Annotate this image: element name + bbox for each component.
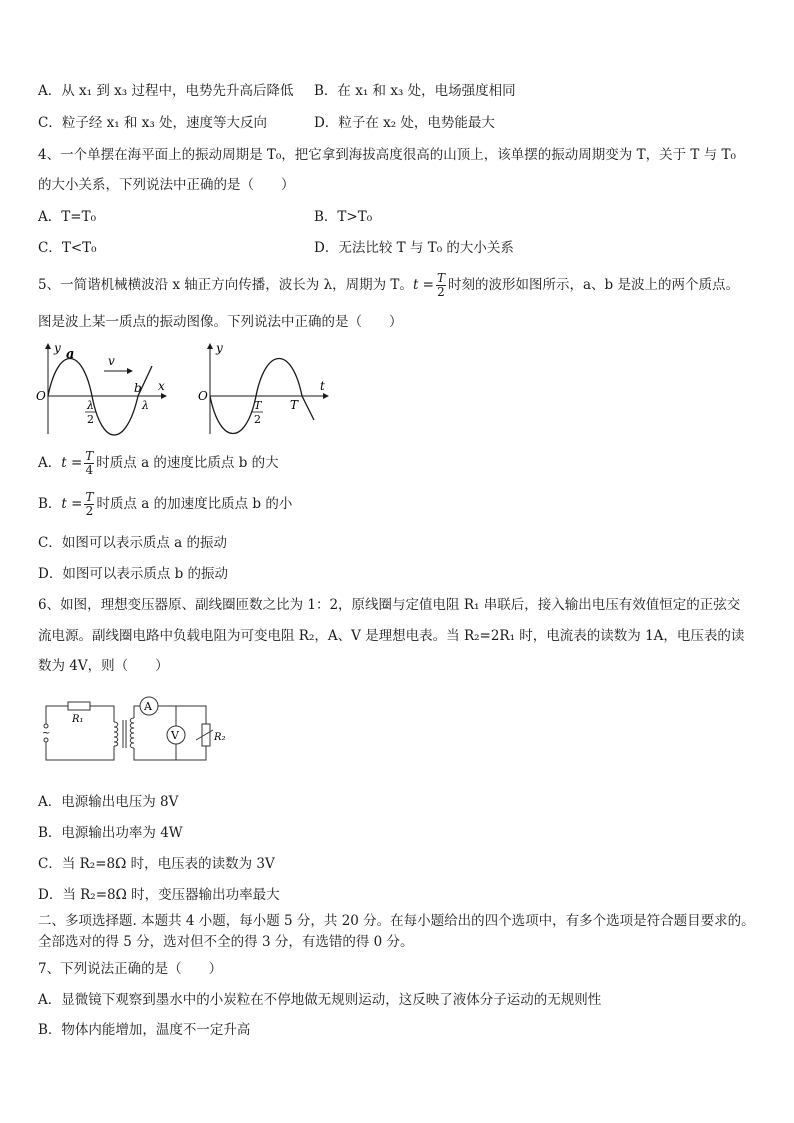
origin-label: O xyxy=(198,389,208,403)
q6-option-c: C．当 R₂=8Ω 时，电压表的读数为 3V xyxy=(38,856,275,872)
lambda-label: λ xyxy=(142,399,149,412)
q5-stem-post: 时刻的波形如图所示，a、b 是波上的两个质点。 xyxy=(447,277,739,293)
q7-stem: 7、下列说法正确的是（ ） xyxy=(38,961,223,977)
q3-option-c: C．粒子经 x₁ 和 x₃ 处，速度等大反向 xyxy=(38,115,268,131)
y-label: y xyxy=(54,341,61,355)
section2-line1: 二、多项选择题. 本题共 4 小题，每小题 5 分，共 20 分。在每小题给出的四个选项中，有多个选项是符合题目要求的。 xyxy=(38,913,755,929)
velocity-label: v xyxy=(108,354,115,368)
q7-option-b: B．物体内能增加，温度不一定升高 xyxy=(38,1022,251,1038)
q5-option-b-text: 时质点 a 的加速度比质点 b 的小 xyxy=(96,496,293,512)
q4-option-b: B．T>T₀ xyxy=(314,209,373,225)
q5-option-b-prefix: B． xyxy=(38,496,62,512)
y-label: y xyxy=(216,341,223,355)
q6-stem-line3: 数为 4V，则（ ） xyxy=(38,658,169,674)
q3-option-a: A．从 x₁ 到 x₃ 过程中，电势先升高后降低 xyxy=(38,83,294,99)
q4-option-a: A．T=T₀ xyxy=(38,209,96,225)
point-b-label: b xyxy=(134,381,142,395)
frac-numerator: T xyxy=(85,449,94,463)
t-half-den: 2 xyxy=(254,413,261,426)
section2-line2: 全部选对的得 5 分，选对但不全的得 3 分，有选错的得 0 分。 xyxy=(38,934,414,950)
q5-wave-figure xyxy=(34,338,174,438)
lambda-half-den: 2 xyxy=(87,413,94,426)
q7-option-a: A．显微镜下观察到墨水中的小炭粒在不停地做无规则运动，这反映了液体分子运动的无规则性 xyxy=(38,992,602,1008)
q4-option-c: C．T<T₀ xyxy=(38,240,97,256)
r2-variable-resistor xyxy=(202,724,210,746)
voltmeter-label: V xyxy=(171,729,179,742)
r1-label: R₁ xyxy=(72,714,84,725)
q5-stem-pre: 5、一简谐机械横波沿 x 轴正方向传播，波长为 λ，周期为 T。 xyxy=(38,277,413,293)
q5-option-b xyxy=(38,489,292,519)
q5-option-a-prefix: A． xyxy=(38,455,62,471)
x-label: x xyxy=(158,379,165,393)
q5-frac-t-half-b xyxy=(84,491,94,518)
lambda-half-num: λ xyxy=(87,399,94,412)
q6-circuit-diagram xyxy=(38,694,238,770)
q5-option-a xyxy=(38,448,279,478)
period-label: T xyxy=(290,398,299,412)
q4-stem-line2: 的大小关系，下列说法中正确的是（ ） xyxy=(38,177,295,193)
t-half-num: T xyxy=(254,399,262,412)
point-a-label: a xyxy=(66,347,75,362)
q5-frac-t-half xyxy=(436,272,446,299)
ac-source-label: ~ xyxy=(42,728,51,739)
q5-vibration-figure xyxy=(196,338,336,438)
q5-stem-line2: 图是波上某一质点的振动图像。下列说法中正确的是（ ） xyxy=(38,314,403,330)
q6-stem-line1: 6、如图，理想变压器原、副线圈匝数之比为 1：2，原线圈与定值电阻 R₁ 串联后，接入输出电压有效值恒定的正弦交 xyxy=(38,597,741,613)
q5-frac-t-quarter xyxy=(84,450,94,477)
q5-t-eq: t = xyxy=(412,277,434,293)
q5-b-t-eq: t = xyxy=(61,496,83,512)
q5-stem-line1 xyxy=(38,270,739,300)
r1-resistor xyxy=(68,702,90,710)
q5-option-c: C．如图可以表示质点 a 的振动 xyxy=(38,535,227,551)
q4-option-d: D．无法比较 T 与 T₀ 的大小关系 xyxy=(314,240,514,256)
q6-option-a: A．电源输出电压为 8V xyxy=(38,794,179,810)
q5-a-t-eq: t = xyxy=(61,455,83,471)
frac-denominator: 2 xyxy=(437,285,445,299)
q6-stem-line2: 流电源。副线圈电路中负载电阻为可变电阻 R₂，A、V 是理想电表。当 R₂=2R₁ 时，电流表的读数为 1A，电压表的读 xyxy=(38,628,745,644)
q5-option-a-text: 时质点 a 的速度比质点 b 的大 xyxy=(96,455,279,471)
frac-numerator: T xyxy=(85,490,94,504)
frac-denominator: 4 xyxy=(85,463,94,477)
q3-option-b: B．在 x₁ 和 x₃ 处，电场强度相同 xyxy=(314,83,516,99)
wave-curve xyxy=(48,359,152,436)
primary-coil xyxy=(114,722,118,746)
t-label: t xyxy=(320,379,325,393)
q3-option-d: D．粒子在 x₂ 处，电势能最大 xyxy=(314,115,495,131)
q5-option-d: D．如图可以表示质点 b 的振动 xyxy=(38,566,229,582)
r2-label: R₂ xyxy=(214,732,226,743)
ammeter-label: A xyxy=(144,700,152,713)
frac-numerator: T xyxy=(436,271,445,285)
q6-option-b: B．电源输出功率为 4W xyxy=(38,825,183,841)
secondary-coil xyxy=(130,718,134,748)
frac-denominator: 2 xyxy=(85,504,94,518)
q4-stem-line1: 4、一个单摆在海平面上的振动周期是 T₀，把它拿到海拔高度很高的山顶上，该单摆的振动周期变为 T，关于 T 与 T₀ xyxy=(38,147,736,163)
q6-option-d: D．当 R₂=8Ω 时，变压器输出功率最大 xyxy=(38,887,280,903)
origin-label: O xyxy=(36,389,46,403)
